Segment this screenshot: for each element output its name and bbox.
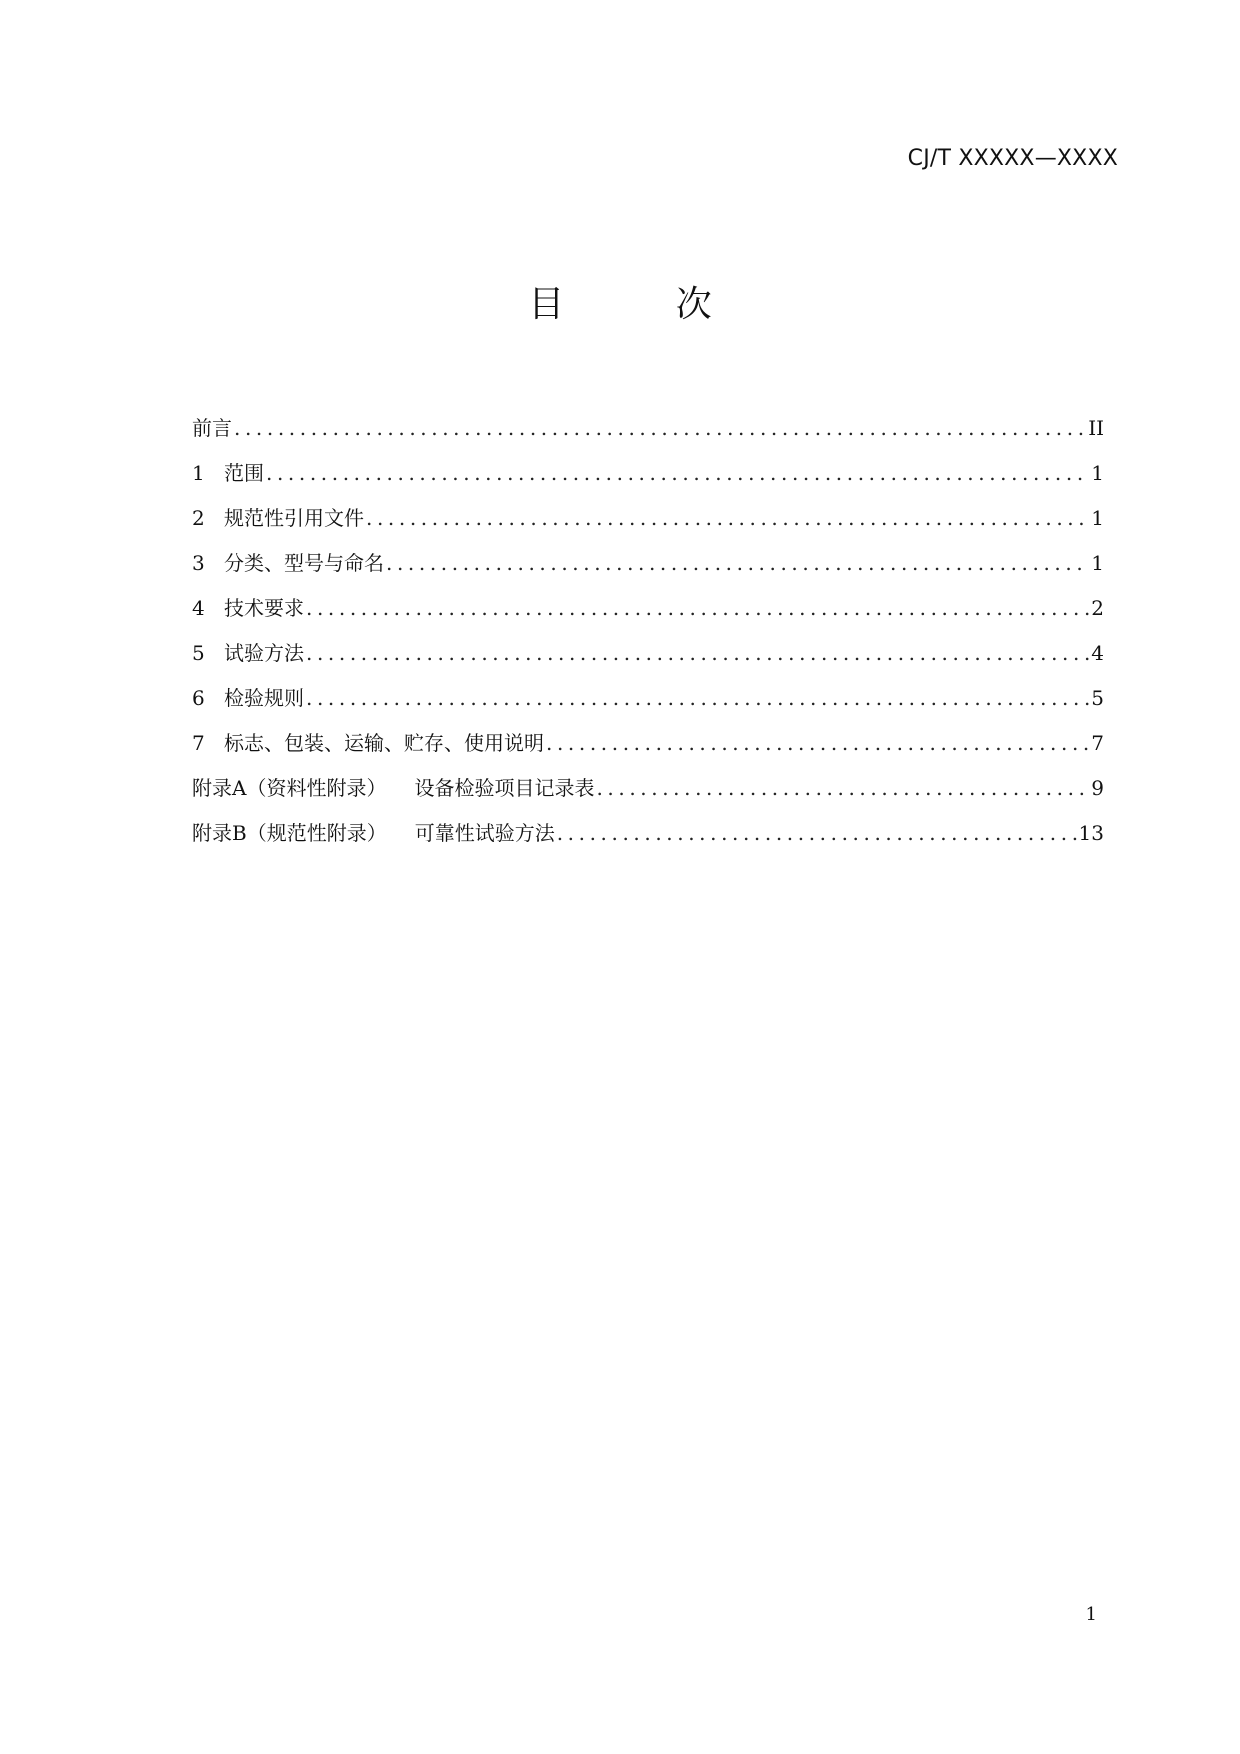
toc-entry-normative-references[interactable]: [192, 502, 1104, 547]
toc-entry-page: 9: [1091, 776, 1104, 800]
toc-entry-label: 规范性引用文件: [224, 506, 364, 530]
toc-entry-page: II: [1088, 416, 1104, 440]
toc-entry-scope[interactable]: [192, 457, 1104, 502]
toc-dot-leader: [306, 686, 1089, 710]
toc-entry-number: 4: [192, 596, 205, 620]
toc-entry-label: 检验规则: [224, 686, 304, 710]
toc-entry-subtitle: 设备检验项目记录表: [414, 776, 595, 800]
toc-entry-test-methods[interactable]: [192, 637, 1104, 682]
toc-entry-number: 2: [192, 506, 205, 530]
toc-entry-marking-packaging[interactable]: [192, 727, 1104, 772]
toc-entry-label: 技术要求: [224, 596, 304, 620]
toc-entry-number: 5: [192, 641, 205, 665]
toc-dot-leader: [386, 551, 1089, 575]
toc-entry-number: 1: [192, 461, 205, 485]
toc-dot-leader: [546, 731, 1089, 755]
toc-entry-technical-requirements[interactable]: [192, 592, 1104, 637]
toc-entry-subtitle: 可靠性试验方法: [414, 821, 555, 845]
toc-dot-leader: [596, 776, 1089, 800]
toc-entry-page: 2: [1091, 596, 1104, 620]
toc-entry-label: 附录B（规范性附录）: [192, 821, 387, 845]
toc-entry-page: 4: [1091, 641, 1104, 665]
toc-dot-leader: [366, 506, 1089, 530]
toc-entry-number: 6: [192, 686, 205, 710]
toc-entry-page: 7: [1091, 731, 1104, 755]
toc-dot-leader: [266, 461, 1089, 485]
toc-entry-number: 7: [192, 731, 205, 755]
toc-entry-label: 附录A（资料性附录）: [192, 776, 387, 800]
toc-entry-classification[interactable]: [192, 547, 1104, 592]
toc-entry-page: 13: [1078, 821, 1104, 845]
toc-title: 目 次: [528, 284, 762, 325]
toc-entry-label: 前言: [192, 416, 232, 440]
page-number: 1: [1085, 1604, 1097, 1625]
toc-entry-label: 范围: [224, 461, 264, 485]
toc-entry-annex-a[interactable]: [192, 772, 1104, 817]
toc-dot-leader: [557, 821, 1077, 845]
document-code: CJ/T XXXXX—XXXX: [907, 146, 1118, 171]
toc-entry-inspection-rules[interactable]: [192, 682, 1104, 727]
toc-dot-leader: [306, 596, 1089, 620]
toc-entry-label: 试验方法: [224, 641, 304, 665]
toc-entry-foreword[interactable]: [192, 412, 1104, 457]
toc-dot-leader: [234, 416, 1086, 440]
table-of-contents: [192, 412, 1104, 862]
toc-entry-label: 标志、包装、运输、贮存、使用说明: [224, 731, 544, 755]
toc-entry-number: 3: [192, 551, 205, 575]
toc-entry-page: 1: [1091, 506, 1104, 530]
toc-entry-page: 5: [1091, 686, 1104, 710]
toc-entry-label: 分类、型号与命名: [224, 551, 384, 575]
toc-dot-leader: [306, 641, 1089, 665]
toc-entry-page: 1: [1091, 461, 1104, 485]
toc-entry-page: 1: [1091, 551, 1104, 575]
toc-entry-annex-b[interactable]: [192, 817, 1104, 862]
